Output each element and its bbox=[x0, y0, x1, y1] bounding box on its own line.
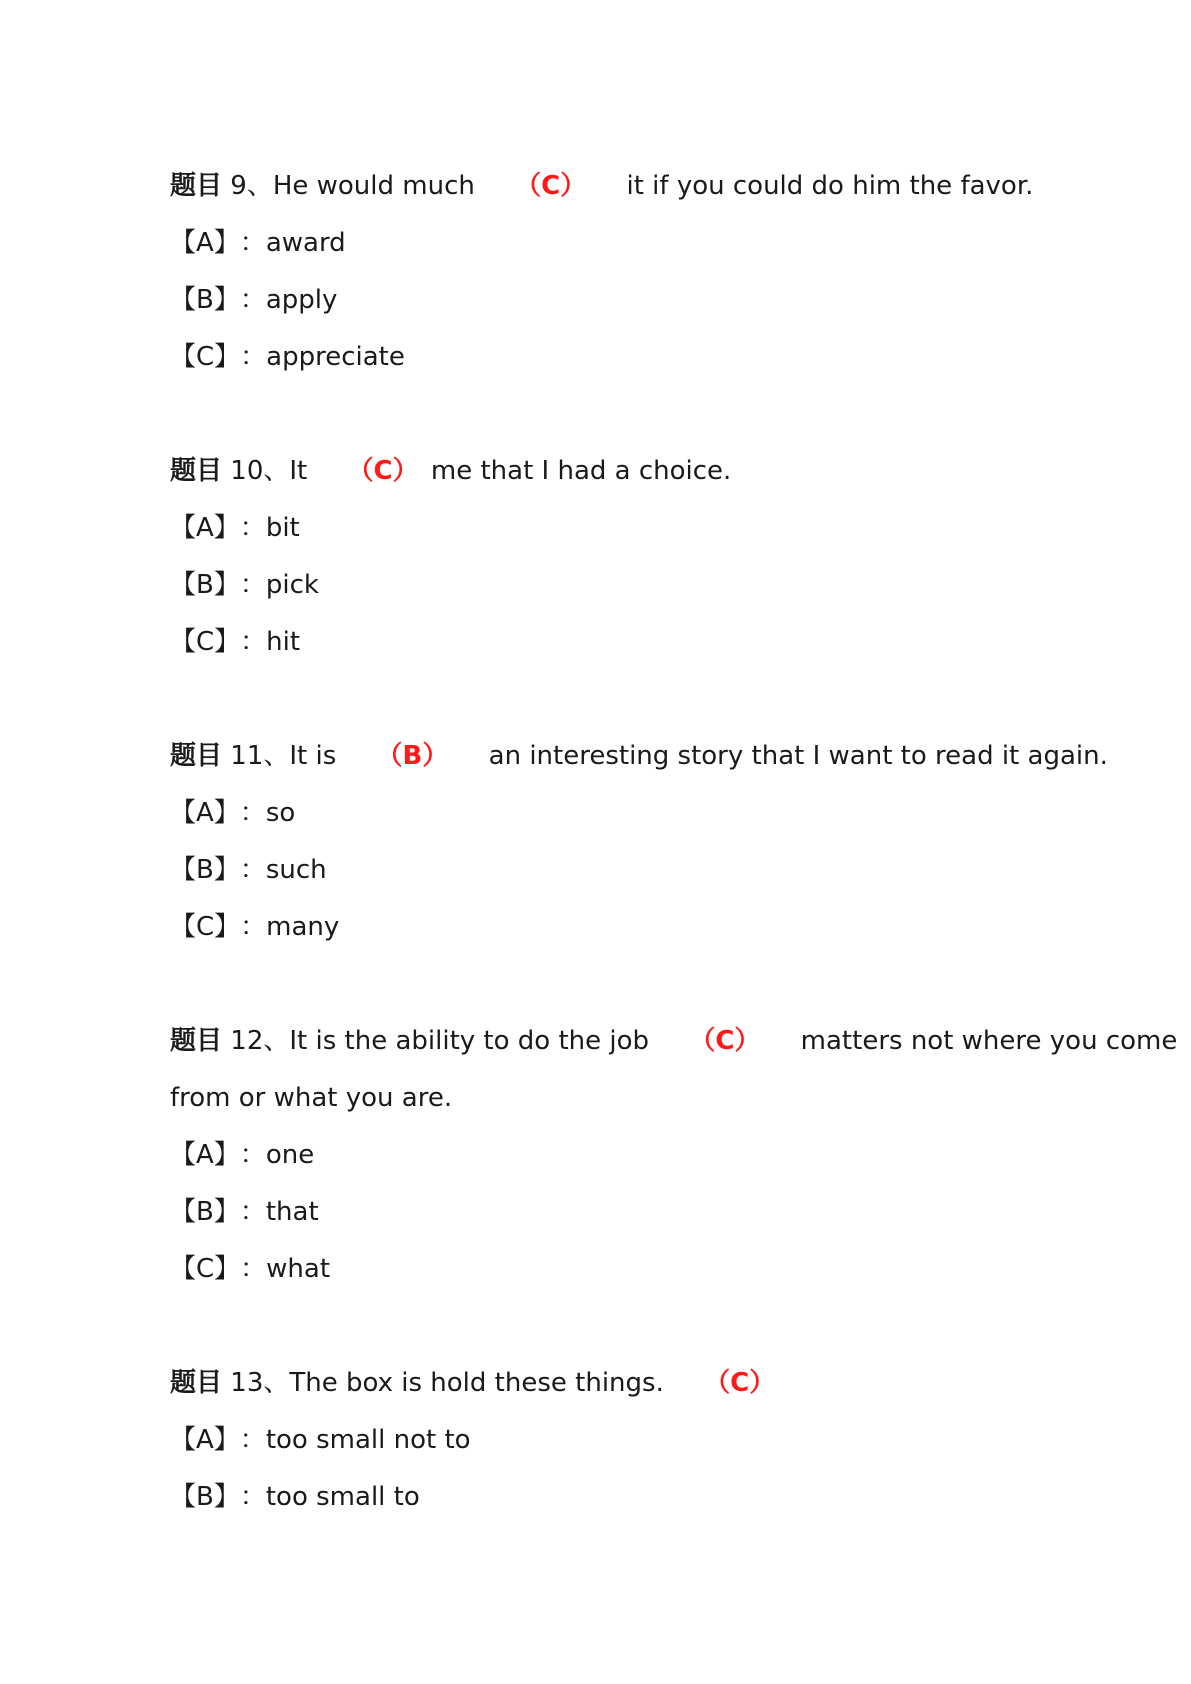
question-text-before: It is the ability to do the job bbox=[289, 1026, 650, 1056]
option-a: 【A】：too small not to bbox=[170, 1425, 471, 1455]
question-stem bbox=[170, 443, 1090, 500]
option-a: 【A】：so bbox=[170, 798, 296, 828]
question-text-after: me that I had a choice. bbox=[430, 456, 732, 486]
answer-mark: （C） bbox=[689, 1026, 761, 1056]
option-b: 【B】：too small to bbox=[170, 1482, 420, 1512]
question-number: 10、 bbox=[230, 456, 290, 486]
answer-mark: （B） bbox=[376, 741, 449, 771]
option-c: 【C】：appreciate bbox=[170, 342, 405, 372]
option-a: 【A】：award bbox=[170, 228, 346, 258]
answer-mark: （C） bbox=[515, 171, 587, 201]
question-label: 题目 bbox=[170, 1026, 223, 1056]
question-stem bbox=[170, 158, 1090, 215]
question-stem bbox=[170, 728, 1108, 785]
question-number: 12、 bbox=[230, 1026, 290, 1056]
question-number: 13、 bbox=[230, 1368, 290, 1398]
option-c: 【C】：many bbox=[170, 912, 340, 942]
question-number: 11、 bbox=[230, 741, 290, 771]
question-label: 题目 bbox=[170, 456, 223, 486]
option-b: 【B】：pick bbox=[170, 570, 319, 600]
question-10 bbox=[170, 443, 1090, 671]
question-text-before: He would much bbox=[272, 171, 475, 201]
question-9 bbox=[170, 158, 1090, 386]
question-text-before: It is bbox=[289, 741, 337, 771]
question-text-after: matters not where you come bbox=[800, 1026, 1178, 1056]
question-12 bbox=[170, 1013, 1178, 1298]
question-label: 题目 bbox=[170, 171, 223, 201]
question-text-before: It bbox=[289, 456, 308, 486]
question-11 bbox=[170, 728, 1108, 956]
question-label: 题目 bbox=[170, 741, 223, 771]
question-number: 9、 bbox=[230, 171, 273, 201]
option-b: 【B】：such bbox=[170, 855, 327, 885]
question-label: 题目 bbox=[170, 1368, 223, 1398]
answer-mark: （C） bbox=[347, 456, 419, 486]
question-13 bbox=[170, 1355, 1090, 1526]
question-text-before: The box is hold these things. bbox=[289, 1368, 664, 1398]
option-b: 【B】：apply bbox=[170, 285, 338, 315]
option-a: 【A】：bit bbox=[170, 513, 300, 543]
question-stem bbox=[170, 1013, 1178, 1070]
option-b: 【B】：that bbox=[170, 1197, 319, 1227]
answer-mark: （C） bbox=[704, 1368, 776, 1398]
option-c: 【C】：what bbox=[170, 1254, 331, 1284]
question-text-after: an interesting story that I want to read it again. bbox=[488, 741, 1108, 771]
question-stem-continued: from or what you are. bbox=[170, 1083, 453, 1113]
question-text-after: it if you could do him the favor. bbox=[626, 171, 1034, 201]
option-c: 【C】：hit bbox=[170, 627, 301, 657]
option-a: 【A】：one bbox=[170, 1140, 315, 1170]
question-stem bbox=[170, 1355, 1090, 1412]
